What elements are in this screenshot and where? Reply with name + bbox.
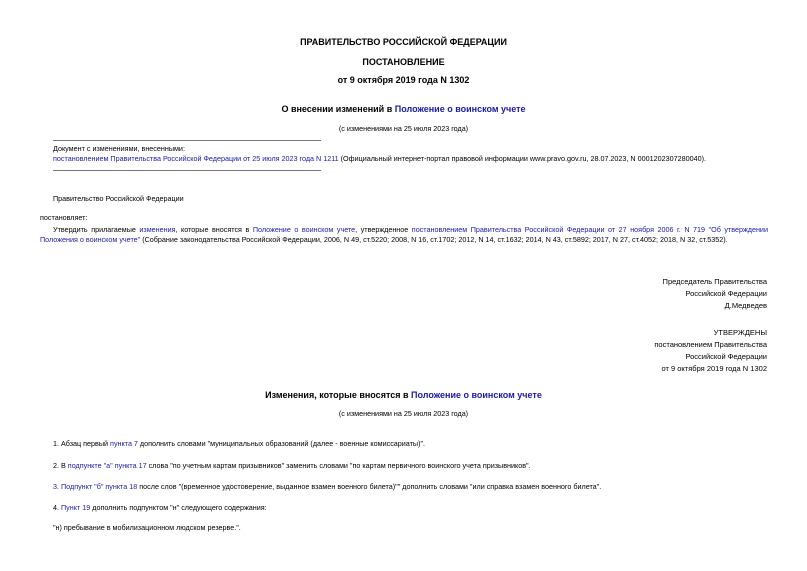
change-item-4 [53,503,267,513]
change-item-1 [53,439,425,449]
amendment-resolution-link[interactable]: постановлением Правительства Российской Федерации от 25 июля 2023 года N 1211 [53,154,339,163]
item1-b: дополнить словами "муниципальных образований (далее - военные комиссариаты)". [137,439,426,448]
document-type: ПОСТАНОВЛЕНИЕ [362,57,445,67]
document-date-number: от 9 октября 2019 года N 1302 [337,75,470,85]
change-item-4-quote: "н) пребывание в мобилизационном людском резерве.". [53,523,241,532]
changes-title [0,390,807,400]
changes-link[interactable]: изменения [139,225,176,234]
approve-mid2: , утвержденное [355,225,412,234]
approval-line1: УТВЕРЖДЕНЫ [713,328,767,337]
item4-a: 4. [53,503,61,512]
document-title [0,104,807,114]
title-regulation-link[interactable]: Положение о воинском учете [394,104,526,114]
item2-link[interactable]: подпункте "а" пункта 17 [67,461,147,470]
issuer: Правительство Российской Федерации [53,194,184,203]
signature-name: Д.Медведев [724,301,767,310]
amendment-publication: (Официальный интернет-портал правовой информации www.pravo.gov.ru, 28.07.2023, N 0001202307280040). [338,154,706,163]
item1-link[interactable]: пункта 7 [110,439,138,448]
item4-link[interactable]: Пункт 19 [61,503,91,512]
title-prefix: О внесении изменений в [281,104,395,114]
title-amended-note: (с изменениями на 25 июля 2023 года) [338,124,469,133]
item1-a: 1. Абзац первый [53,439,111,448]
approve-prefix: Утвердить прилагаемые [53,225,140,234]
item3-b: после слов "(временное удостоверение, выданное взамен военного билета)"" дополнить словами "или справка взамен военного билета". [137,482,602,491]
approve-mid1: , которые вносятся в [175,225,253,234]
signature-position: Председатель Правительства [662,277,767,286]
amendments-intro: Документ с изменениями, внесенными: [53,144,185,153]
government-name: ПРАВИТЕЛЬСТВО РОССИЙСКОЙ ФЕДЕРАЦИИ [300,37,507,47]
approval-line2: постановлением Правительства [654,340,767,349]
item4-b: дополнить подпунктом "н" следующего содержания: [90,503,267,512]
resolves-label: постановляет: [40,213,88,222]
item2-b: слова "по учетным картам призывников" заменить словами "по картам первичного воинского учета призывников". [146,461,531,470]
change-item-3 [53,482,601,492]
change-item-2 [53,461,531,471]
item2-a: 2. В [53,461,68,470]
signature-block [663,276,767,312]
resolution-719-link[interactable]: постановлением Правительства Российской Федерации от 27 ноября 2006 г. N 719 "Об утверждении Положения о воинском учете" [40,225,768,244]
item3-link[interactable]: 3. Подпункт "б" пункта 18 [53,482,138,491]
divider-top [53,140,321,141]
approve-tail: (Собрание законодательства Российской Федерации, 2006, N 49, ст.5220; 2008, N 16, ст.1702; 2012, N 14, ст.1632; 2014, N 43, ст.5892; 2017, N 27, ст.4052; 2018, N 32, ст.5352). [140,235,728,244]
changes-title-prefix: Изменения, которые вносятся в [265,390,412,400]
divider-bottom [53,170,321,171]
approval-line4: от 9 октября 2019 года N 1302 [661,364,767,373]
approval-line3: Российской Федерации [685,352,767,361]
approval-paragraph [40,225,768,245]
approval-block [654,327,767,375]
changes-title-link[interactable]: Положение о воинском учете [411,390,542,400]
changes-amended-note: (с изменениями на 25 июля 2023 года) [338,409,469,418]
amendments-source [53,154,773,164]
signature-org: Российской Федерации [685,289,767,298]
regulation-link[interactable]: Положение о воинском учете [252,225,356,234]
